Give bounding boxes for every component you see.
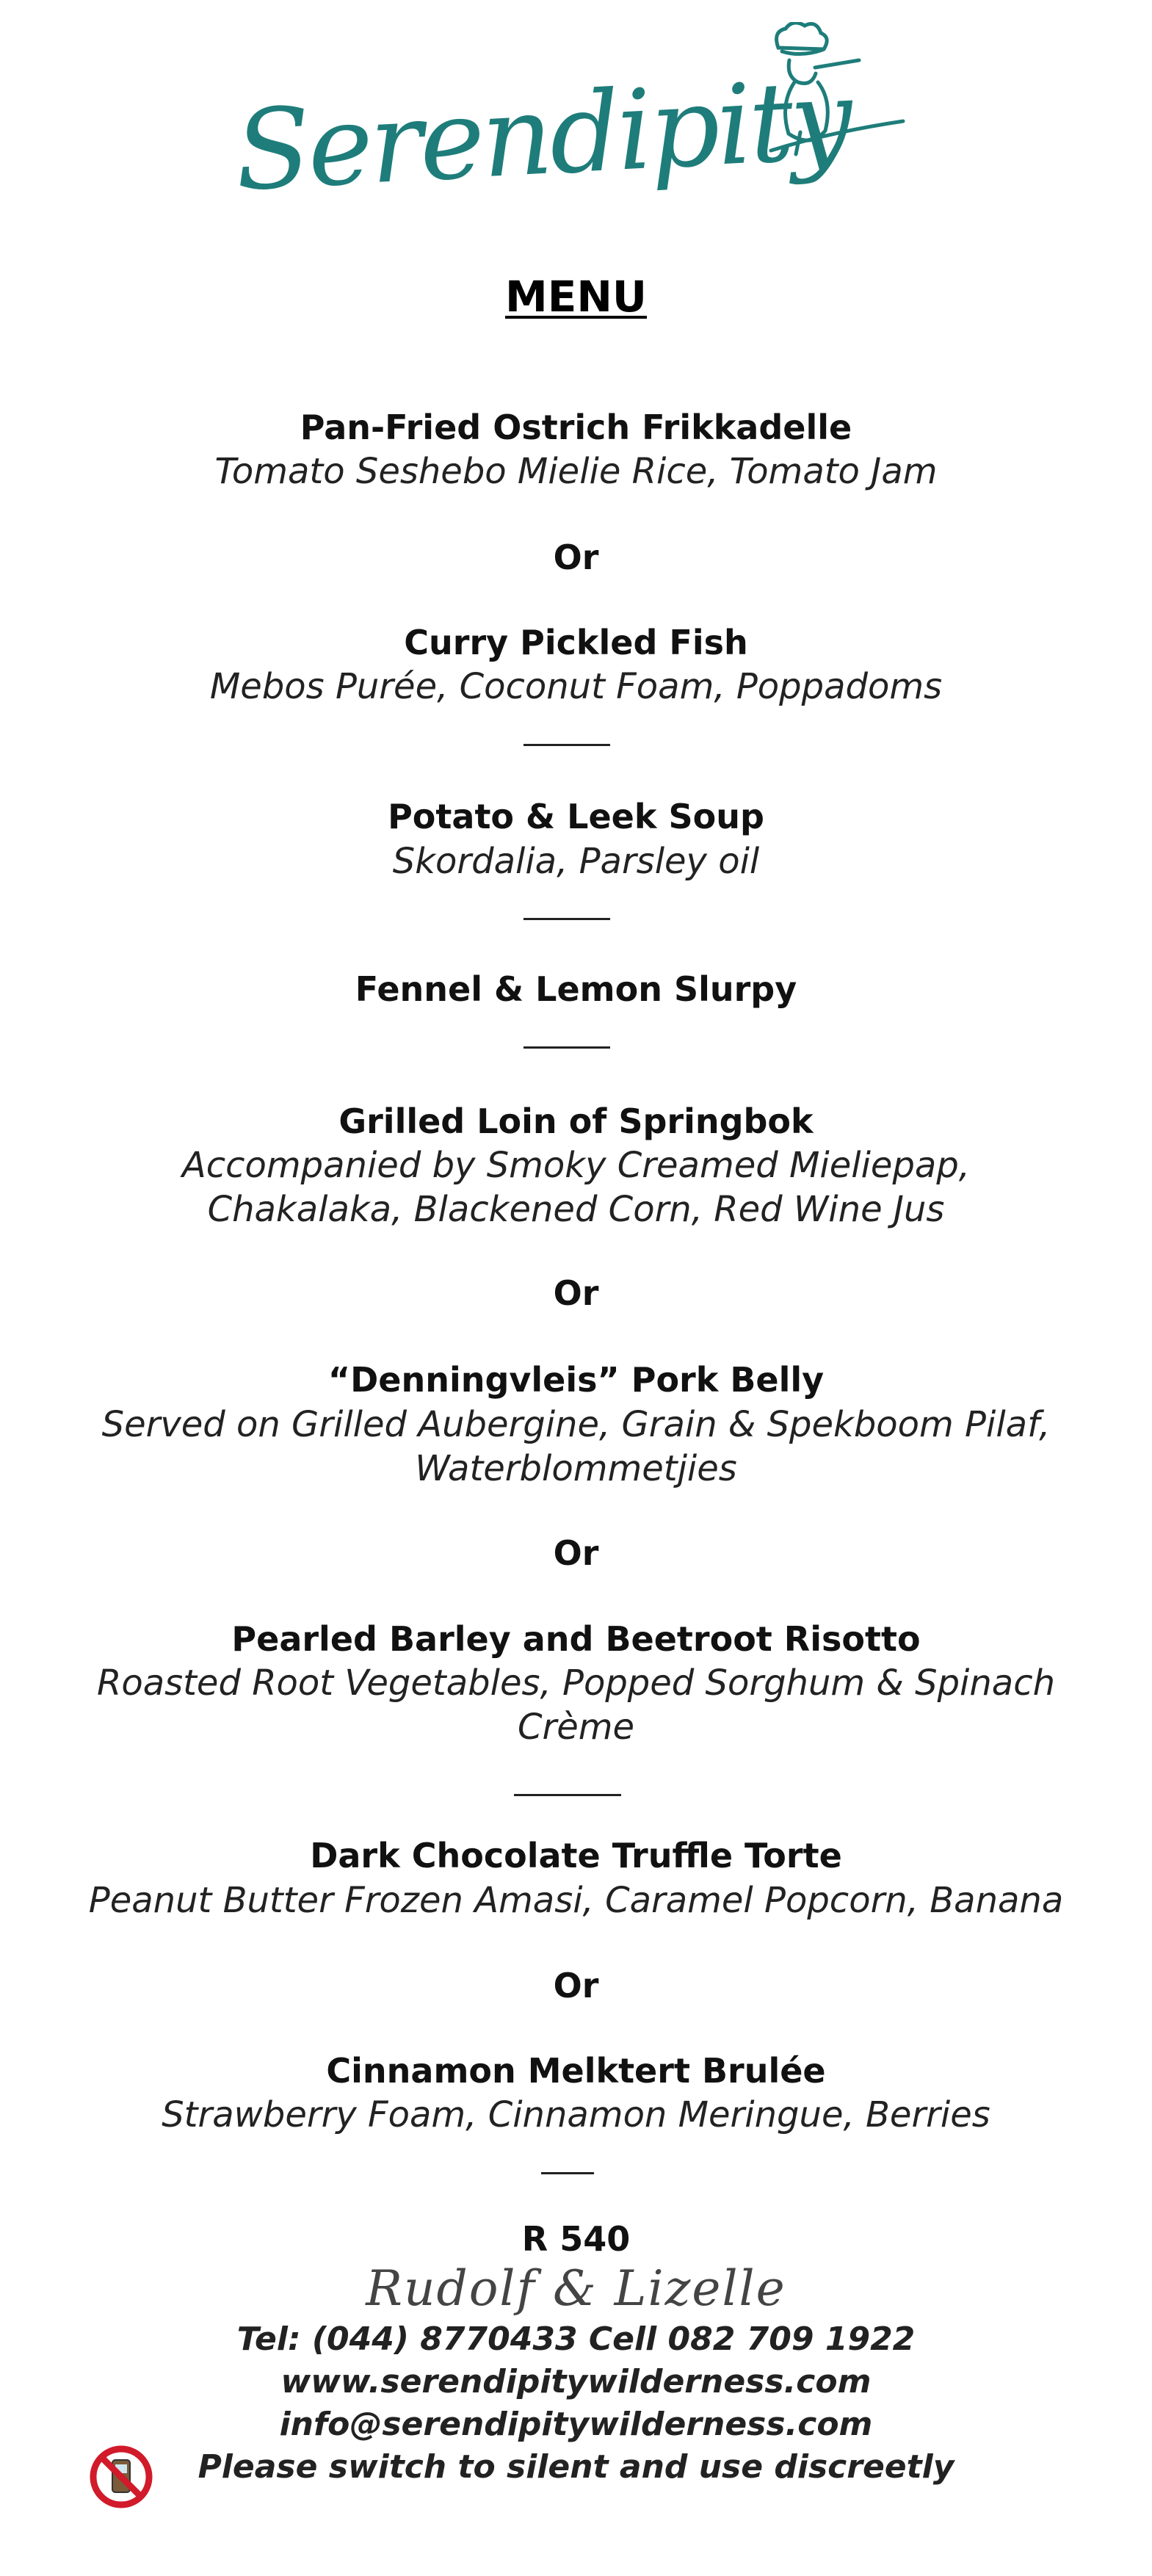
dish-name: Grilled Loin of Springbok [338, 1101, 814, 1141]
dish-description: Chakalaka, Blackened Corn, Red Wine Jus [207, 1189, 945, 1230]
dish-description: Roasted Root Vegetables, Popped Sorghum & Spinach [96, 1663, 1056, 1704]
dish-name: Cinnamon Melktert Brulée [326, 2051, 826, 2091]
course-separator [541, 2172, 594, 2174]
dish-name: Pearled Barley and Beetroot Risotto [231, 1619, 921, 1659]
or-divider: Or [553, 538, 599, 577]
dish-description: Accompanied by Smoky Creamed Mieliepap, [181, 1145, 971, 1186]
dish-description: Served on Grilled Aubergine, Grain & Spekboom Pilaf, [101, 1404, 1051, 1445]
contact-phone: Tel: (044) 8770433 Cell 082 709 1922 [236, 2320, 916, 2358]
silence-notice: Please switch to silent and use discreetly [198, 2448, 954, 2486]
no-phone-icon [88, 2444, 154, 2510]
dish-name: Curry Pickled Fish [404, 623, 748, 662]
chef-bird-icon [749, 22, 910, 169]
menu-title: MENU [505, 272, 647, 322]
dish-description: Peanut Butter Frozen Amasi, Caramel Popcorn, Banana [88, 1880, 1064, 1921]
hosts-signature: Rudolf & Lizelle [366, 2260, 786, 2317]
dish-name: Pan-Fried Ostrich Frikkadelle [300, 408, 852, 447]
dish-description: Tomato Seshebo Mielie Rice, Tomato Jam [214, 451, 938, 492]
dish-name: Potato & Leek Soup [388, 797, 764, 836]
course-separator [524, 918, 610, 920]
contact-email: info@serendipitywilderness.com [279, 2406, 873, 2443]
dish-description: Skordalia, Parsley oil [392, 841, 760, 882]
contact-website: www.serendipitywilderness.com [280, 2363, 872, 2400]
or-divider: Or [553, 1966, 599, 2005]
course-separator [524, 744, 610, 746]
dish-name: Dark Chocolate Truffle Torte [310, 1836, 842, 1875]
or-divider: Or [553, 1273, 599, 1313]
or-divider: Or [553, 1533, 599, 1573]
dish-name: Fennel & Lemon Slurpy [355, 969, 797, 1009]
dish-description: Mebos Purée, Coconut Foam, Poppadoms [209, 666, 943, 707]
course-separator [524, 1046, 610, 1049]
dish-description: Crème [517, 1707, 635, 1748]
logo [231, 22, 896, 272]
course-separator [514, 1794, 621, 1796]
logo-text: Serendipity [231, 56, 853, 216]
price: R 540 [521, 2219, 631, 2259]
dish-description: Waterblommetjies [415, 1448, 737, 1489]
dish-name: “Denningvleis” Pork Belly [327, 1360, 825, 1400]
dish-description: Strawberry Foam, Cinnamon Meringue, Berries [162, 2094, 990, 2135]
